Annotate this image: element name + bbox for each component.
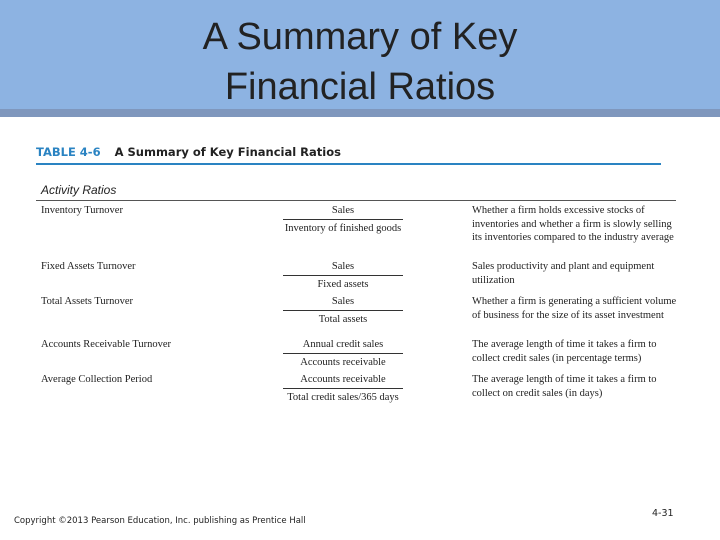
formula-inventory-turnover [279, 203, 407, 236]
ratio-description-average-collection-period: The average length of time it takes a firm to collect on credit sales (in days) [472, 374, 657, 399]
fraction-bar [283, 275, 403, 276]
ratio-description-fixed-assets-turnover: Sales productivity and plant and equipment utilization [472, 261, 655, 286]
ratio-name-total-assets-turnover: Total Assets Turnover [41, 296, 134, 307]
slide-title [0, 12, 720, 112]
section-heading: Activity Ratios [41, 183, 117, 197]
formula-accounts-receivable-turnover [279, 337, 407, 370]
copyright-notice: Copyright ©2013 Pearson Education, Inc. publishing as Prentice Hall [14, 516, 306, 526]
ratio-name-inventory-turnover: Inventory Turnover [41, 205, 123, 216]
slide-number: 4-31 [652, 508, 674, 519]
formula-numerator: Accounts receivable [300, 374, 386, 385]
slide-title-line-1: A Summary of Key [202, 16, 518, 58]
formula-average-collection-period [279, 372, 407, 405]
formula-denominator: Total credit sales/365 days [287, 392, 399, 403]
formula-numerator: Annual credit sales [302, 339, 384, 350]
slide-title-line-2: Financial Ratios [224, 66, 496, 108]
ratio-name-average-collection-period: Average Collection Period [41, 374, 153, 385]
formula-numerator: Sales [331, 205, 355, 216]
fraction-bar [283, 219, 403, 220]
formula-denominator: Inventory of finished goods [284, 223, 402, 234]
fraction-bar [283, 353, 403, 354]
formula-numerator: Sales [331, 261, 355, 272]
ratio-name-accounts-receivable-turnover: Accounts Receivable Turnover [41, 339, 172, 350]
table-caption [36, 145, 341, 159]
formula-numerator: Sales [331, 296, 355, 307]
ratio-description-total-assets-turnover: Whether a firm is generating a sufficient volume of business for the size of its asset investment [472, 296, 677, 321]
ratio-name-fixed-assets-turnover: Fixed Assets Turnover [41, 261, 136, 272]
table-number: TABLE 4-6 [36, 145, 101, 159]
formula-total-assets-turnover [279, 294, 407, 327]
fraction-bar [283, 388, 403, 389]
formula-denominator: Fixed assets [317, 279, 369, 290]
table-caption-text: A Summary of Key Financial Ratios [114, 145, 341, 159]
formula-denominator: Total assets [318, 314, 368, 325]
ratio-description-accounts-receivable-turnover: The average length of time it takes a firm to collect credit sales (in percentage terms) [472, 339, 657, 364]
fraction-bar [283, 310, 403, 311]
ratio-description-inventory-turnover: Whether a firm holds excessive stocks of inventories and whether a firm is slowly selling its inventories compared to the industry average [472, 205, 674, 244]
formula-fixed-assets-turnover [279, 259, 407, 292]
formula-denominator: Accounts receivable [300, 357, 386, 368]
caption-divider [36, 163, 661, 165]
section-divider [36, 200, 676, 201]
